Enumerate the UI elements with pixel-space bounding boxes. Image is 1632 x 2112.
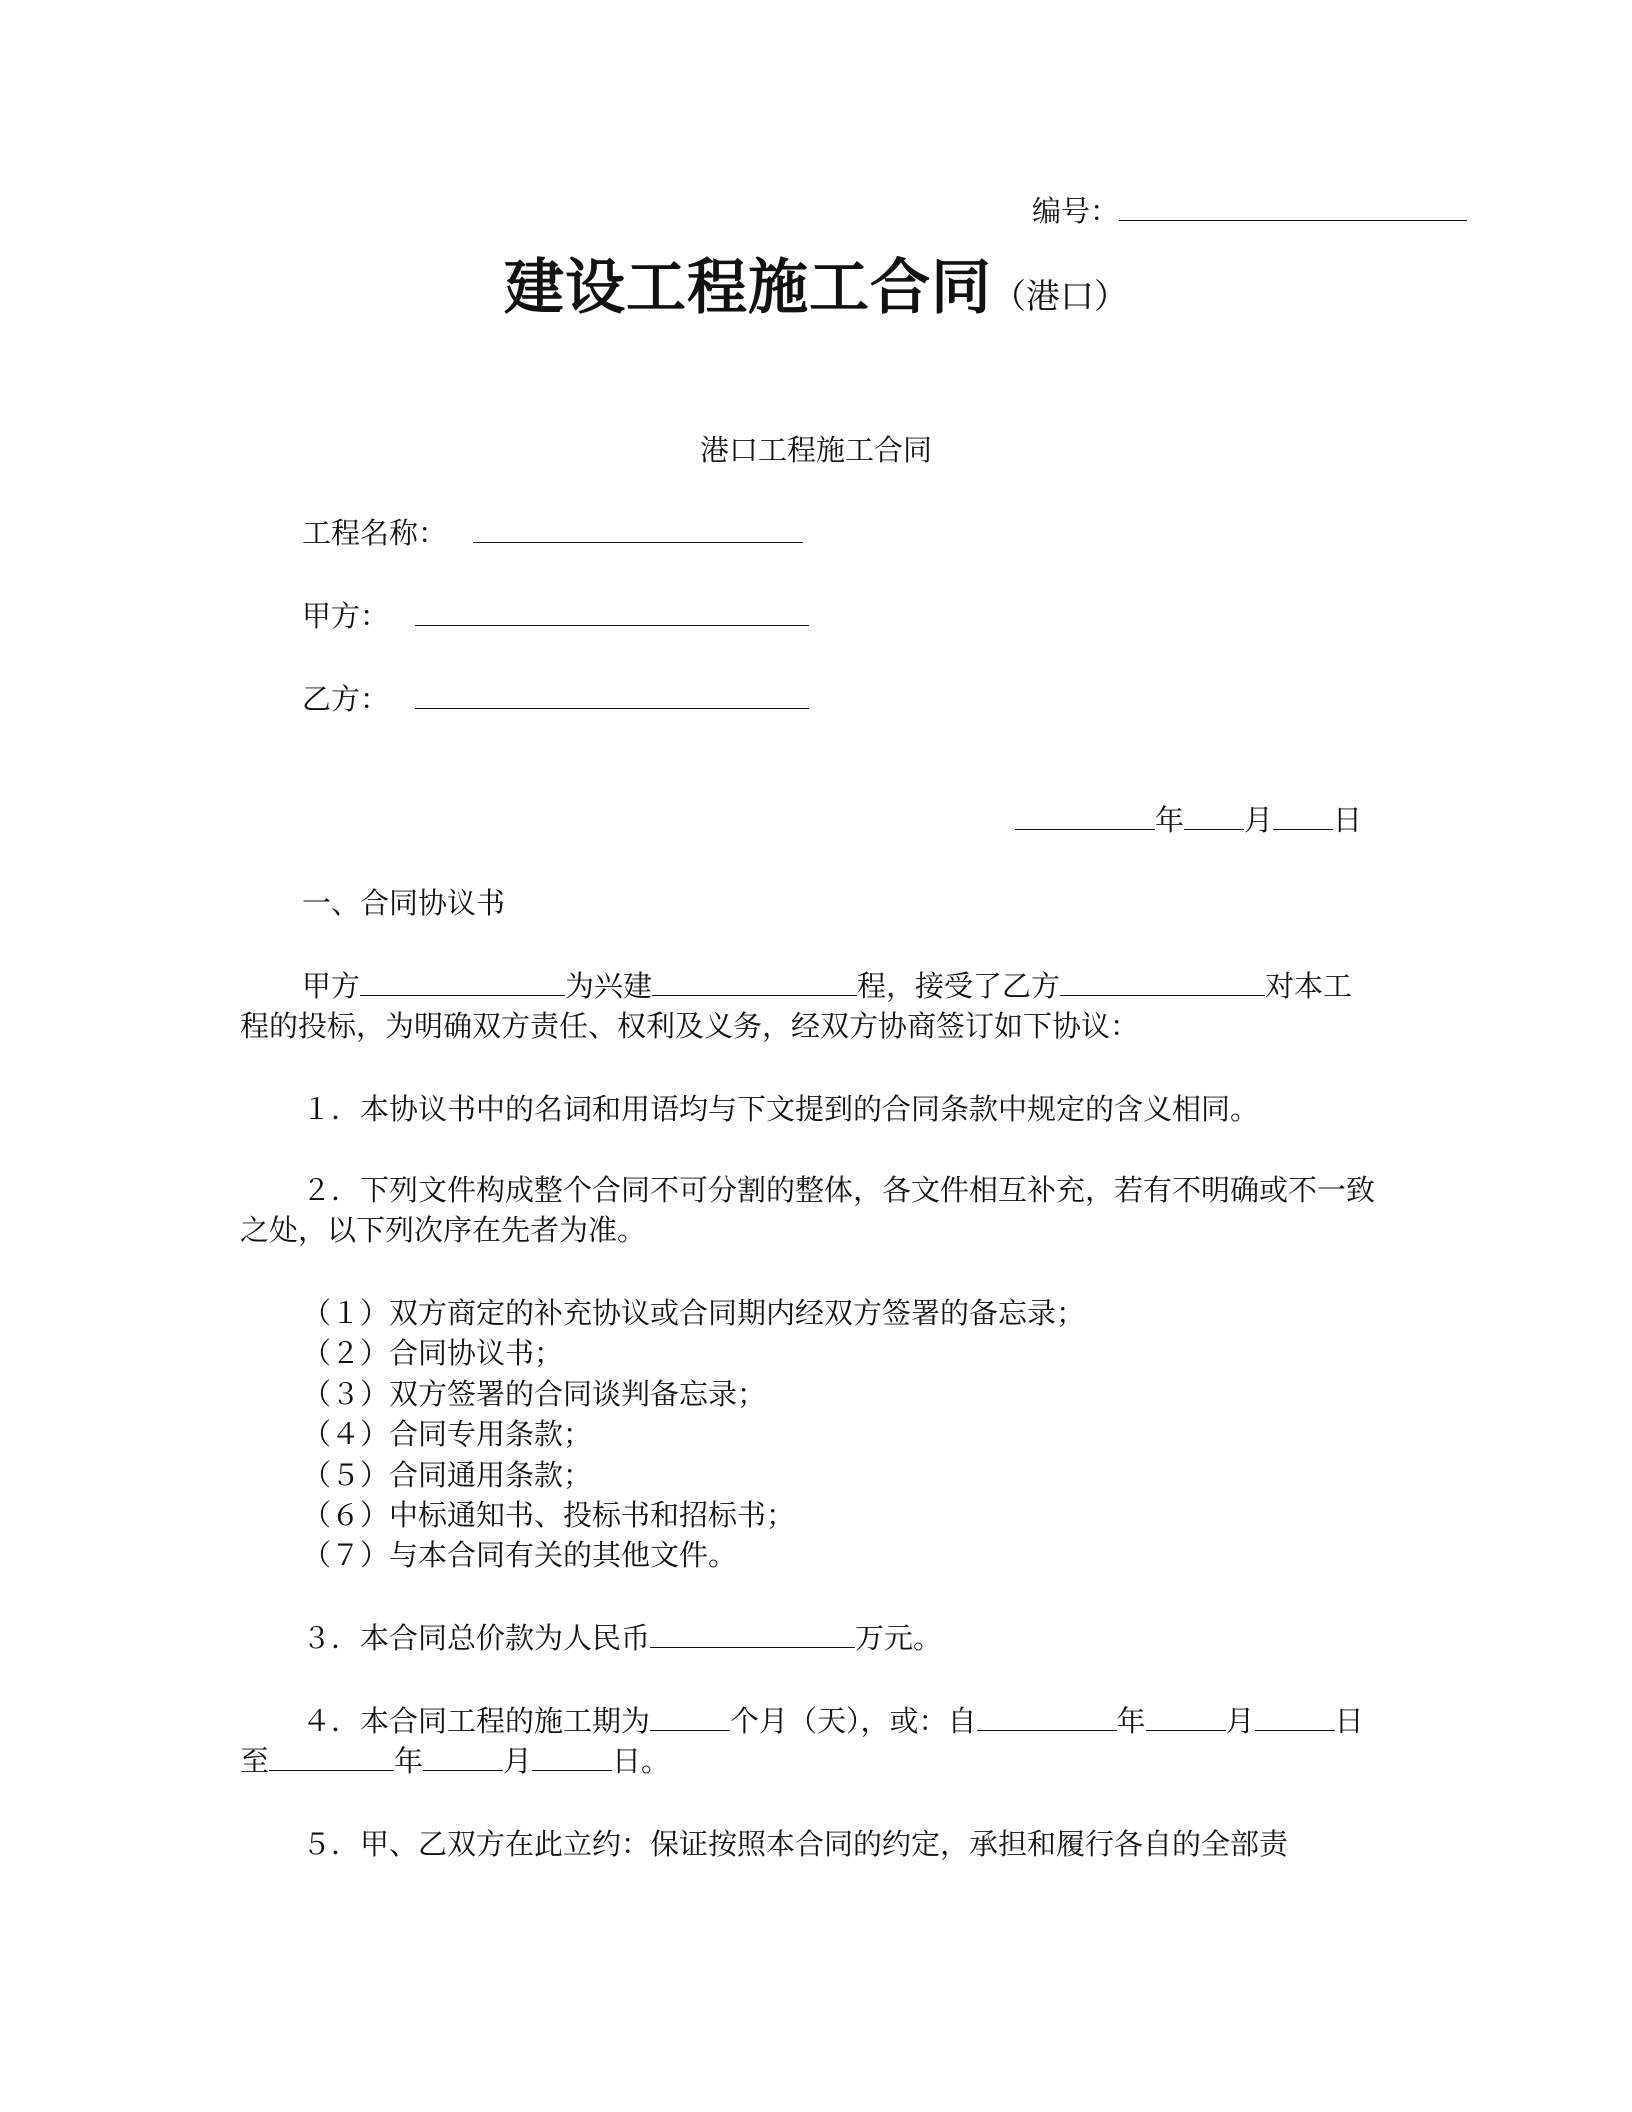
end-year-label: 年 bbox=[394, 1744, 424, 1778]
intro-part2: 为兴建 bbox=[565, 969, 653, 1003]
clause-3-post: 万元。 bbox=[855, 1621, 943, 1655]
duration-blank[interactable] bbox=[650, 1702, 730, 1731]
intro-part3: 程，接受了乙方 bbox=[857, 969, 1061, 1003]
document-number bbox=[1032, 191, 1467, 231]
page-title bbox=[0, 240, 1632, 326]
clause-2: ２．下列文件构成整个合同不可分割的整体，各文件相互补充，若有不明确或不一致之处，以下列次序在先者为准。 bbox=[240, 1173, 1376, 1247]
intro-project-blank[interactable] bbox=[652, 967, 857, 996]
list-item: （７）与本合同有关的其他文件。 bbox=[302, 1538, 738, 1572]
intro-part1: 甲方 bbox=[302, 969, 361, 1003]
date-year-blank[interactable] bbox=[1015, 801, 1155, 830]
project-name-field bbox=[302, 513, 803, 553]
start-year-label: 年 bbox=[1116, 1704, 1146, 1738]
date-day-blank[interactable] bbox=[1273, 801, 1333, 830]
list-item: （４）合同专用条款； bbox=[302, 1417, 593, 1451]
party-a-label: 甲方： bbox=[302, 599, 390, 633]
party-b-label: 乙方： bbox=[302, 682, 390, 716]
title-suffix: （港口） bbox=[992, 277, 1128, 317]
start-year-blank[interactable] bbox=[977, 1702, 1117, 1731]
end-year-blank[interactable] bbox=[269, 1742, 394, 1771]
clause-4-part2: 个月（天），或：自 bbox=[730, 1704, 977, 1738]
clause-3 bbox=[302, 1618, 942, 1658]
party-a-field bbox=[302, 596, 809, 636]
clause-4-to: 至 bbox=[240, 1744, 270, 1778]
signing-date bbox=[1015, 800, 1362, 840]
date-month-label: 月 bbox=[1244, 803, 1274, 837]
document-number-label: 编号： bbox=[1032, 194, 1120, 228]
contract-price-blank[interactable] bbox=[650, 1619, 855, 1648]
date-day-label: 日 bbox=[1333, 803, 1363, 837]
start-day-blank[interactable] bbox=[1255, 1702, 1335, 1731]
clause-4 bbox=[240, 1701, 1375, 1781]
list-item: （６）中标通知书、投标书和招标书； bbox=[302, 1498, 796, 1532]
title-main: 建设工程施工合同 bbox=[504, 253, 992, 323]
subtitle: 港口工程施工合同 bbox=[699, 433, 932, 467]
intro-paragraph bbox=[240, 966, 1375, 1046]
intro-party-a-blank[interactable] bbox=[360, 967, 565, 996]
clause-3-pre: ３．本合同总价款为人民币 bbox=[302, 1621, 651, 1655]
end-day-label: 日。 bbox=[612, 1744, 671, 1778]
start-day-label: 日 bbox=[1334, 1704, 1364, 1738]
end-month-label: 月 bbox=[503, 1744, 533, 1778]
clause-1: １．本协议书中的名词和用语均与下文提到的合同条款中规定的含义相同。 bbox=[302, 1092, 1260, 1126]
clause-4-part1: ４．本合同工程的施工期为 bbox=[302, 1704, 651, 1738]
date-year-label: 年 bbox=[1155, 803, 1185, 837]
intro-part4: 对本工程的投标，为明确双方责任、权利及义务，经双方协商签订如下协议： bbox=[240, 969, 1353, 1043]
end-day-blank[interactable] bbox=[532, 1742, 612, 1771]
section-heading-agreement: 一、合同协议书 bbox=[302, 886, 506, 920]
party-b-blank[interactable] bbox=[415, 680, 809, 709]
end-month-blank[interactable] bbox=[423, 1742, 503, 1771]
date-month-blank[interactable] bbox=[1184, 801, 1244, 830]
start-month-blank[interactable] bbox=[1146, 1702, 1226, 1731]
party-b-field bbox=[302, 679, 809, 719]
list-item: （５）合同通用条款； bbox=[302, 1458, 593, 1492]
project-name-label: 工程名称： bbox=[302, 516, 448, 550]
party-a-blank[interactable] bbox=[415, 597, 809, 626]
intro-party-b-blank[interactable] bbox=[1060, 967, 1265, 996]
project-name-blank[interactable] bbox=[473, 514, 803, 543]
list-item: （３）双方签署的合同谈判备忘录； bbox=[302, 1377, 767, 1411]
clause-5: ５．甲、乙双方在此立约：保证按照本合同的约定，承担和履行各自的全部责 bbox=[302, 1827, 1289, 1861]
list-item: （１）双方商定的补充协议或合同期内经双方签署的备忘录； bbox=[302, 1296, 1086, 1330]
start-month-label: 月 bbox=[1225, 1704, 1255, 1738]
document-number-blank[interactable] bbox=[1119, 192, 1467, 221]
list-item: （２）合同协议书； bbox=[302, 1336, 564, 1370]
